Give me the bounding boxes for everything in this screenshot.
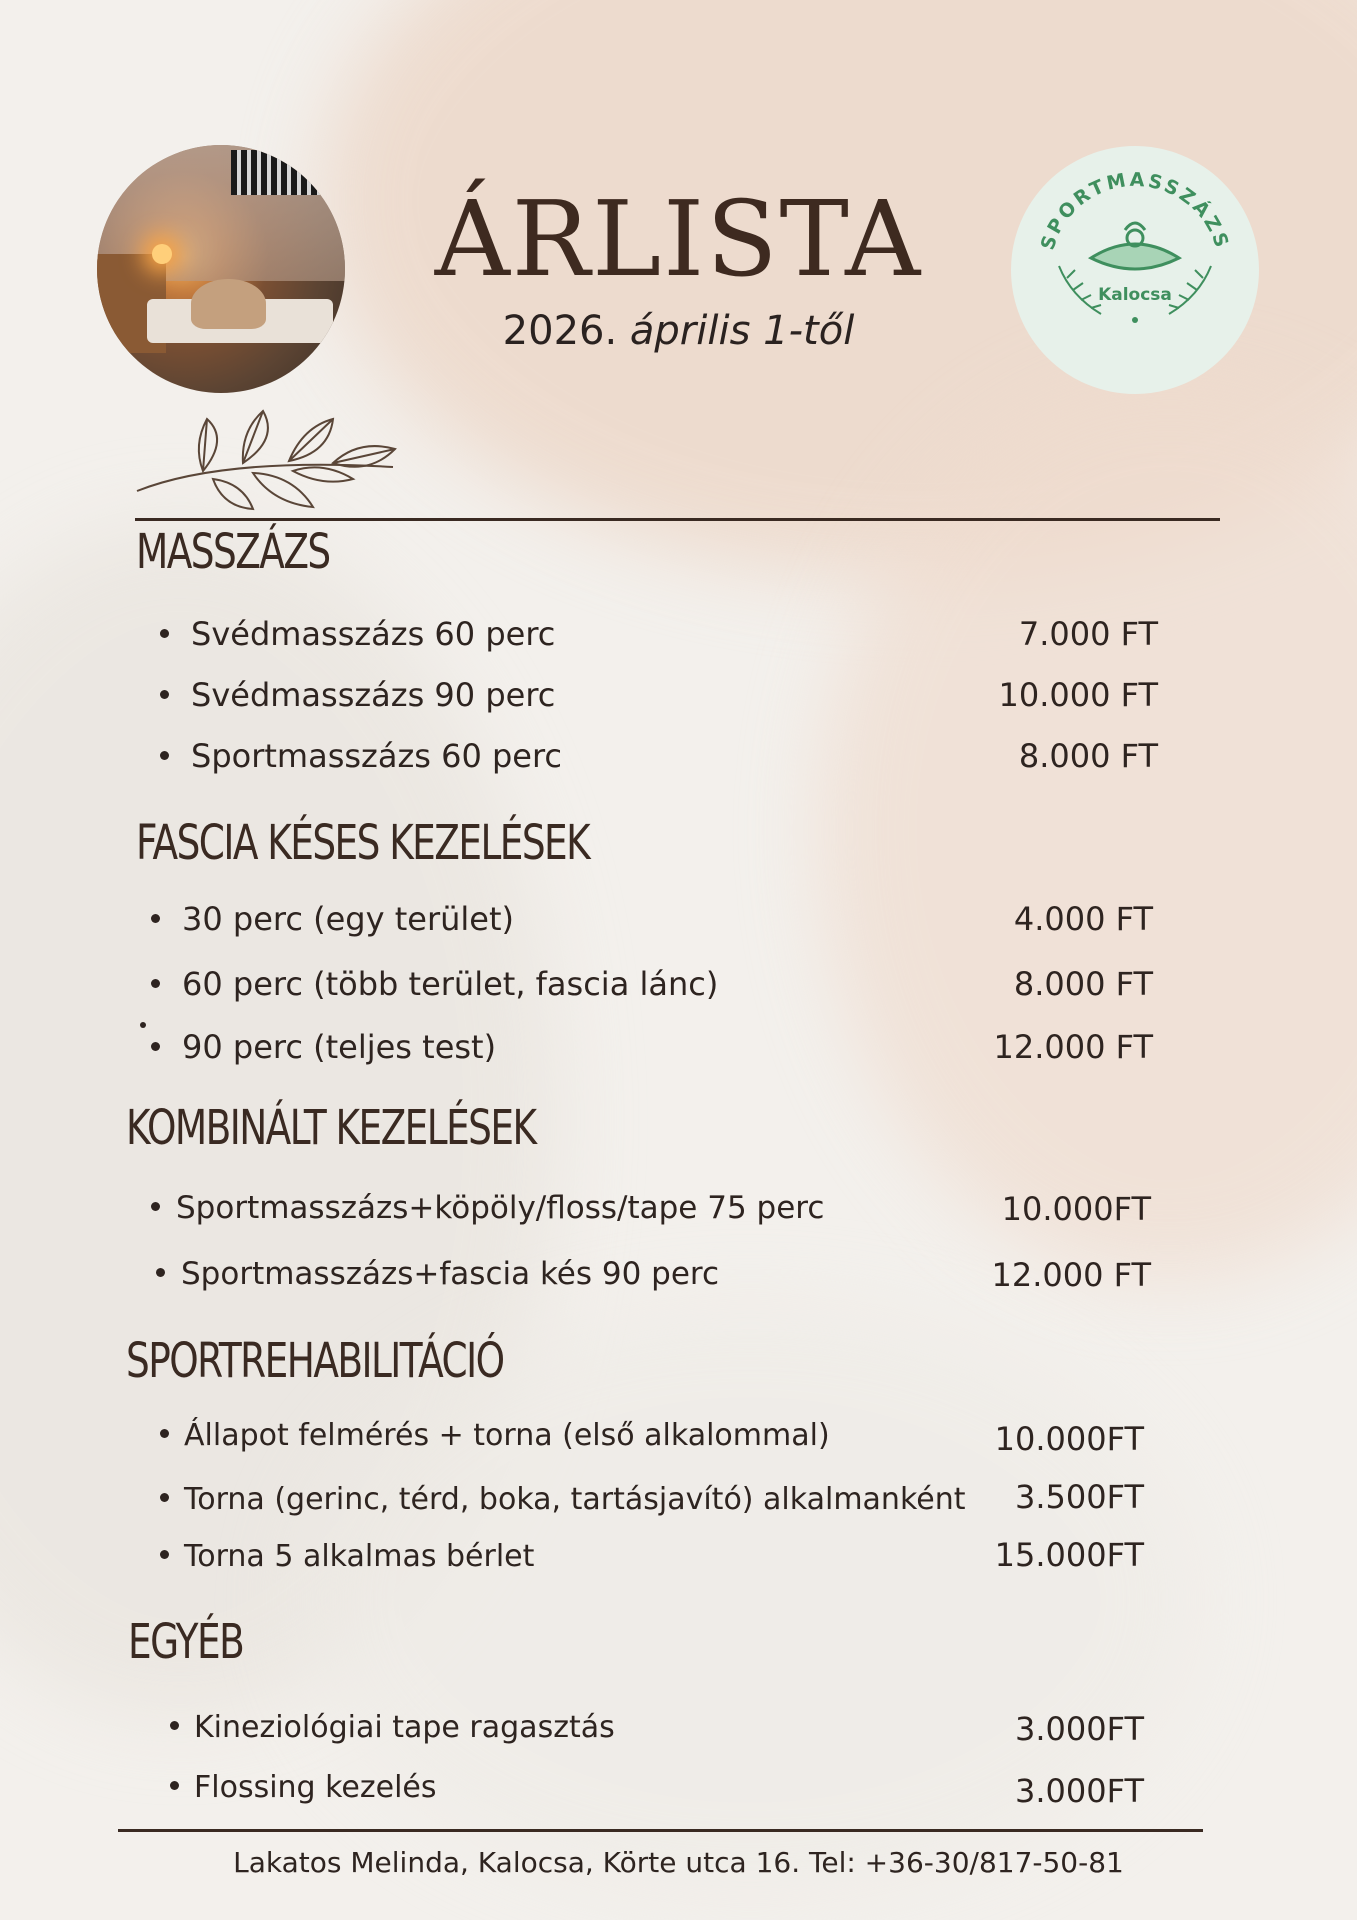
footer-contact: Lakatos Melinda, Kalocsa, Körte utca 16. Tel: +36-30/817-50-81 (233, 1846, 1124, 1879)
price: 4.000 FT (1013, 900, 1153, 938)
svg-text:SPORTMASSZÁZS (1037, 169, 1234, 253)
date-prefix: 2026. (502, 308, 618, 354)
section-title-kombinalt: KOMBINÁLT KEZELÉSEK (126, 1100, 536, 1156)
price: 10.000 FT (998, 676, 1158, 714)
page-title: ÁRLISTA (434, 178, 923, 300)
price: 10.000FT (1001, 1190, 1151, 1228)
stray-dot (140, 1022, 146, 1028)
price: 8.000 FT (1018, 737, 1158, 775)
price: 3.000FT (1015, 1710, 1144, 1748)
price: 15.000FT (994, 1536, 1144, 1574)
price: 12.000 FT (993, 1028, 1153, 1066)
top-divider (135, 518, 1220, 521)
leaf-branch-icon (133, 405, 403, 515)
list-item: Sportmasszázs 60 perc (160, 737, 562, 775)
section-title-fascia: FASCIA KÉSES KEZELÉSEK (136, 815, 590, 871)
list-item: Állapot felmérés + torna (első alkalommal) (160, 1418, 830, 1453)
price: 3.500FT (1015, 1478, 1144, 1516)
list-item: 60 perc (több terület, fascia lánc) (151, 965, 718, 1003)
list-item: Torna (gerinc, térd, boka, tartásjavító) alkalmanként (160, 1482, 965, 1517)
price: 10.000FT (994, 1420, 1144, 1458)
logo-ring-text: SPORTMASSZÁZS (1036, 168, 1234, 253)
list-item: Sportmasszázs+köpöly/floss/tape 75 perc (151, 1190, 824, 1226)
list-item: Sportmasszázs+fascia kés 90 perc (156, 1256, 719, 1292)
price: 12.000 FT (991, 1256, 1151, 1294)
bottom-divider (118, 1829, 1203, 1832)
logo-city: Kalocsa (1098, 285, 1172, 305)
date-italic: április 1-től (629, 308, 855, 354)
list-item: Flossing kezelés (170, 1770, 437, 1805)
list-item: Svédmasszázs 90 perc (160, 676, 555, 714)
list-item: 90 perc (teljes test) (151, 1028, 496, 1066)
price: 3.000FT (1015, 1772, 1144, 1810)
price: 7.000 FT (1018, 615, 1158, 653)
logo (1011, 146, 1259, 394)
section-title-sportrehabilitacio: SPORTREHABILITÁCIÓ (126, 1333, 504, 1389)
list-item: Kineziológiai tape ragasztás (170, 1710, 615, 1745)
list-item: Torna 5 alkalmas bérlet (160, 1539, 534, 1574)
logo-graphic (1011, 146, 1259, 394)
section-title-masszazs: MASSZÁZS (136, 524, 330, 580)
section-title-egyeb: EGYÉB (128, 1614, 244, 1670)
price: 8.000 FT (1013, 965, 1153, 1003)
list-item: Svédmasszázs 60 perc (160, 615, 555, 653)
list-item: 30 perc (egy terület) (151, 900, 514, 938)
